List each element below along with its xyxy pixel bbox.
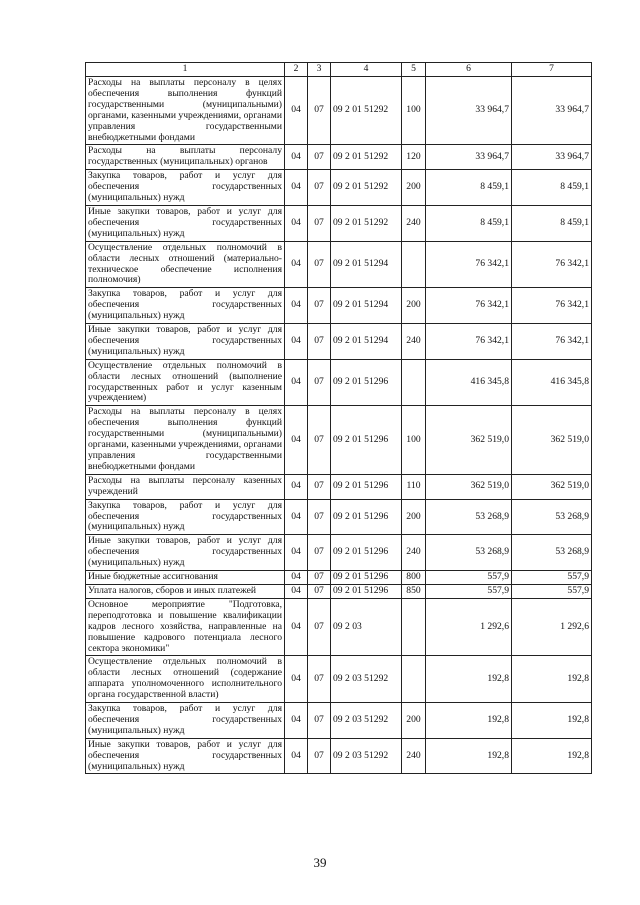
row-description: Закупка товаров, работ и услуг для обеспечения государственных (муниципальных) нужд: [86, 499, 285, 535]
subsection-code: 07: [308, 474, 331, 499]
subsection-code: 07: [308, 241, 331, 288]
target-article-code: 09 2 03: [331, 598, 402, 656]
expense-type-code: [402, 656, 426, 703]
column-header: 6: [426, 63, 512, 77]
expense-type-code: 100: [402, 77, 426, 145]
amount-year-2: 8 459,1: [512, 205, 592, 241]
amount-year-2: 8 459,1: [512, 170, 592, 206]
expense-type-code: 240: [402, 738, 426, 774]
amount-year-1: 8 459,1: [426, 205, 512, 241]
subsection-code: 07: [308, 703, 331, 739]
subsection-code: 07: [308, 406, 331, 474]
expense-type-code: 240: [402, 324, 426, 360]
row-description: Осуществление отдельных полномочий в области лесных отношений (материально-техническое обеспечение исполнения полномочия): [86, 241, 285, 288]
subsection-code: 07: [308, 77, 331, 145]
target-article-code: 09 2 01 51292: [331, 205, 402, 241]
expense-type-code: 200: [402, 499, 426, 535]
subsection-code: 07: [308, 288, 331, 324]
subsection-code: 07: [308, 571, 331, 585]
section-code: 04: [285, 288, 308, 324]
row-description: Расходы на выплаты персоналу казенных учреждений: [86, 474, 285, 499]
amount-year-2: 557,9: [512, 584, 592, 598]
section-code: 04: [285, 535, 308, 571]
row-description: Расходы на выплаты персоналу в целях обеспечения выполнения функций государственными (муниципальными) органами, казенными учреждениями, органами управления государственными внебюджетными фондами: [86, 77, 285, 145]
subsection-code: 07: [308, 499, 331, 535]
table-row: [86, 145, 592, 170]
amount-year-2: 192,8: [512, 656, 592, 703]
row-description: Расходы на выплаты персоналу государственных (муниципальных) органов: [86, 145, 285, 170]
amount-year-1: 557,9: [426, 584, 512, 598]
subsection-code: 07: [308, 145, 331, 170]
section-code: 04: [285, 571, 308, 585]
expense-type-code: [402, 241, 426, 288]
subsection-code: 07: [308, 598, 331, 656]
table-row: [86, 241, 592, 288]
amount-year-1: 416 345,8: [426, 359, 512, 406]
subsection-code: 07: [308, 584, 331, 598]
expense-type-code: 850: [402, 584, 426, 598]
table-row: [86, 77, 592, 145]
section-code: 04: [285, 584, 308, 598]
amount-year-1: 557,9: [426, 571, 512, 585]
amount-year-1: 1 292,6: [426, 598, 512, 656]
amount-year-2: 192,8: [512, 703, 592, 739]
section-code: 04: [285, 359, 308, 406]
table-header-row: [86, 63, 592, 77]
table-row: [86, 499, 592, 535]
target-article-code: 09 2 01 51296: [331, 571, 402, 585]
target-article-code: 09 2 01 51292: [331, 145, 402, 170]
amount-year-2: 1 292,6: [512, 598, 592, 656]
table-row: [86, 738, 592, 774]
section-code: 04: [285, 170, 308, 206]
row-description: Осуществление отдельных полномочий в области лесных отношений (содержание аппарата уполномоченного исполнительного органа государственной власти): [86, 656, 285, 703]
table-row: [86, 571, 592, 585]
amount-year-2: 33 964,7: [512, 77, 592, 145]
target-article-code: 09 2 01 51296: [331, 584, 402, 598]
expense-type-code: 200: [402, 703, 426, 739]
expense-type-code: 240: [402, 205, 426, 241]
table-row: [86, 170, 592, 206]
amount-year-1: 53 268,9: [426, 499, 512, 535]
expense-type-code: 240: [402, 535, 426, 571]
row-description: Иные закупки товаров, работ и услуг для обеспечения государственных (муниципальных) нужд: [86, 205, 285, 241]
amount-year-1: 76 342,1: [426, 288, 512, 324]
amount-year-2: 53 268,9: [512, 499, 592, 535]
section-code: 04: [285, 205, 308, 241]
row-description: Осуществление отдельных полномочий в области лесных отношений (выполнение государственных работ и услуг казенным учреждением): [86, 359, 285, 406]
amount-year-1: 362 519,0: [426, 474, 512, 499]
column-header: 5: [402, 63, 426, 77]
section-code: 04: [285, 474, 308, 499]
section-code: 04: [285, 703, 308, 739]
subsection-code: 07: [308, 170, 331, 206]
row-description: Закупка товаров, работ и услуг для обеспечения государственных (муниципальных) нужд: [86, 170, 285, 206]
table-row: [86, 656, 592, 703]
row-description: Основное мероприятие "Подготовка, переподготовка и повышение квалификации кадров лесного хозяйства, направленные на повышение кадрового потенциала лесного сектора экономики": [86, 598, 285, 656]
amount-year-2: 362 519,0: [512, 406, 592, 474]
column-header: 7: [512, 63, 592, 77]
expense-type-code: [402, 598, 426, 656]
table-row: [86, 359, 592, 406]
target-article-code: 09 2 01 51296: [331, 474, 402, 499]
table-body: [86, 77, 592, 774]
row-description: Уплата налогов, сборов и иных платежей: [86, 584, 285, 598]
section-code: 04: [285, 656, 308, 703]
subsection-code: 07: [308, 324, 331, 360]
expense-type-code: 120: [402, 145, 426, 170]
target-article-code: 09 2 01 51292: [331, 77, 402, 145]
section-code: 04: [285, 241, 308, 288]
target-article-code: 09 2 01 51296: [331, 406, 402, 474]
column-header: 3: [308, 63, 331, 77]
amount-year-2: 416 345,8: [512, 359, 592, 406]
target-article-code: 09 2 01 51296: [331, 535, 402, 571]
target-article-code: 09 2 03 51292: [331, 703, 402, 739]
expense-type-code: 200: [402, 288, 426, 324]
amount-year-2: 76 342,1: [512, 288, 592, 324]
budget-table: [85, 62, 592, 774]
expense-type-code: 110: [402, 474, 426, 499]
amount-year-2: 76 342,1: [512, 324, 592, 360]
amount-year-1: 192,8: [426, 703, 512, 739]
target-article-code: 09 2 01 51294: [331, 324, 402, 360]
amount-year-1: 33 964,7: [426, 77, 512, 145]
expense-type-code: 100: [402, 406, 426, 474]
section-code: 04: [285, 598, 308, 656]
amount-year-1: 53 268,9: [426, 535, 512, 571]
table-row: [86, 205, 592, 241]
row-description: Закупка товаров, работ и услуг для обеспечения государственных (муниципальных) нужд: [86, 703, 285, 739]
table-row: [86, 535, 592, 571]
table-row: [86, 598, 592, 656]
column-header: 1: [86, 63, 285, 77]
page-number: 39: [313, 855, 327, 870]
target-article-code: 09 2 03 51292: [331, 656, 402, 703]
target-article-code: 09 2 03 51292: [331, 738, 402, 774]
target-article-code: 09 2 01 51296: [331, 359, 402, 406]
row-description: Иные закупки товаров, работ и услуг для обеспечения государственных (муниципальных) нужд: [86, 324, 285, 360]
row-description: Иные закупки товаров, работ и услуг для обеспечения государственных (муниципальных) нужд: [86, 535, 285, 571]
expense-type-code: 200: [402, 170, 426, 206]
amount-year-2: 33 964,7: [512, 145, 592, 170]
subsection-code: 07: [308, 738, 331, 774]
section-code: 04: [285, 499, 308, 535]
section-code: 04: [285, 145, 308, 170]
section-code: 04: [285, 738, 308, 774]
table-row: [86, 324, 592, 360]
expense-type-code: [402, 359, 426, 406]
column-header: 4: [331, 63, 402, 77]
table-row: [86, 406, 592, 474]
expense-type-code: 800: [402, 571, 426, 585]
section-code: 04: [285, 406, 308, 474]
subsection-code: 07: [308, 535, 331, 571]
target-article-code: 09 2 01 51292: [331, 170, 402, 206]
row-description: Иные закупки товаров, работ и услуг для обеспечения государственных (муниципальных) нужд: [86, 738, 285, 774]
section-code: 04: [285, 77, 308, 145]
row-description: Иные бюджетные ассигнования: [86, 571, 285, 585]
column-header: 2: [285, 63, 308, 77]
amount-year-1: 76 342,1: [426, 241, 512, 288]
amount-year-2: 53 268,9: [512, 535, 592, 571]
amount-year-2: 362 519,0: [512, 474, 592, 499]
amount-year-1: 192,8: [426, 656, 512, 703]
subsection-code: 07: [308, 656, 331, 703]
table-row: [86, 703, 592, 739]
amount-year-1: 8 459,1: [426, 170, 512, 206]
subsection-code: 07: [308, 205, 331, 241]
row-description: Расходы на выплаты персоналу в целях обеспечения выполнения функций государственными (муниципальными) органами, казенными учреждениями, органами управления государственными внебюджетными фондами: [86, 406, 285, 474]
table-row: [86, 474, 592, 499]
target-article-code: 09 2 01 51294: [331, 288, 402, 324]
amount-year-1: 33 964,7: [426, 145, 512, 170]
amount-year-2: 76 342,1: [512, 241, 592, 288]
row-description: Закупка товаров, работ и услуг для обеспечения государственных (муниципальных) нужд: [86, 288, 285, 324]
amount-year-2: 557,9: [512, 571, 592, 585]
amount-year-1: 76 342,1: [426, 324, 512, 360]
table-row: [86, 584, 592, 598]
amount-year-1: 362 519,0: [426, 406, 512, 474]
target-article-code: 09 2 01 51294: [331, 241, 402, 288]
subsection-code: 07: [308, 359, 331, 406]
amount-year-1: 192,8: [426, 738, 512, 774]
target-article-code: 09 2 01 51296: [331, 499, 402, 535]
section-code: 04: [285, 324, 308, 360]
amount-year-2: 192,8: [512, 738, 592, 774]
table-row: [86, 288, 592, 324]
